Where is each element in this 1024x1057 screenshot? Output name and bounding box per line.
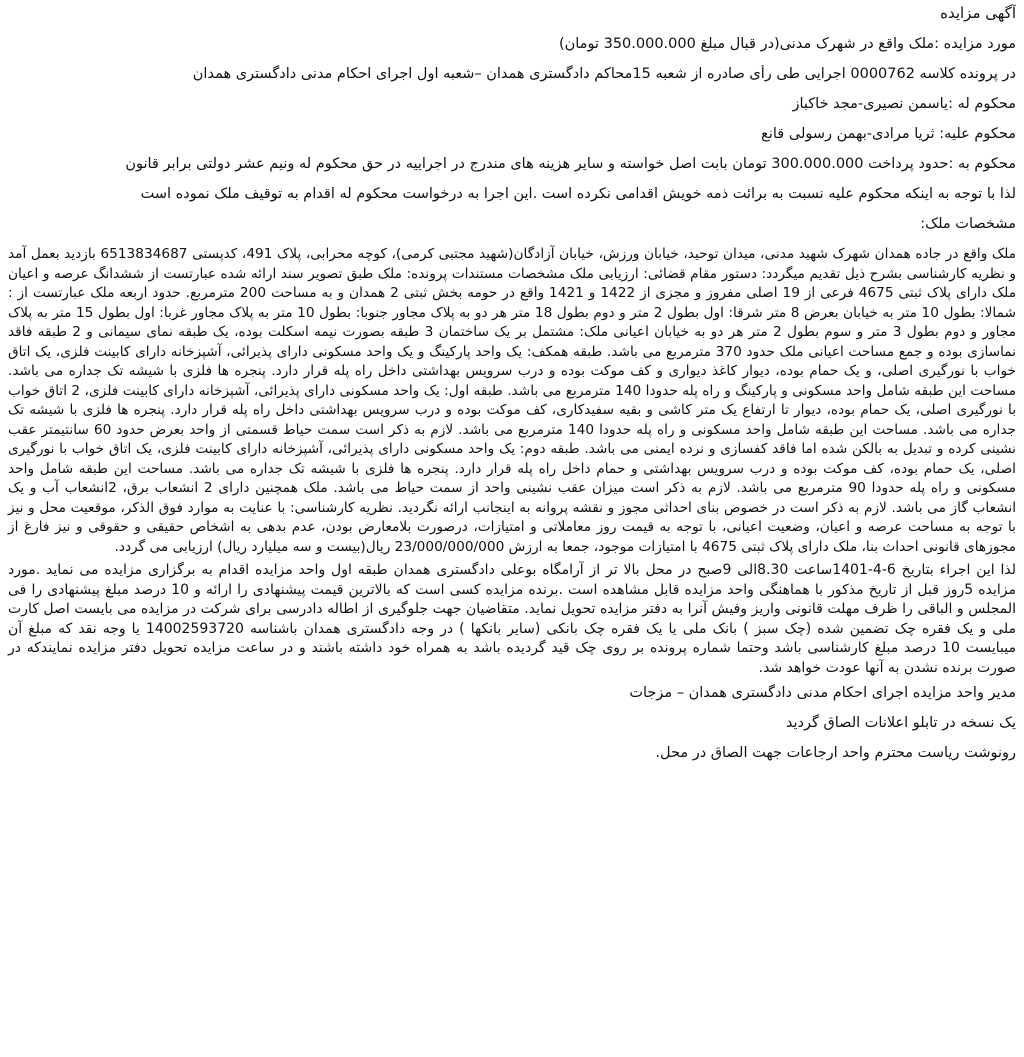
auction-details: لذا این اجراء بتاریخ 6-4-1401ساعت 8.30الی 9صبح در محل بالا تر از آرامگاه بوعلی دادگستری همدان طبقه اول واحد مزایده اقدام به برگزاری مزایده می نماید .مورد مزایده 5روز قبل از تاریخ مذکور با هماهنگی واحد مزایده قابل مشاهده است .برنده مزایده کسی است که بالاترین قیمت پیشنهادی را ارائه و 10 درصد مبلغ پیشنهادی را فی المجلس و الباقی را ظرف مهلت قانونی واریز وفیش آنرا به دفتر مزایده تحویل نماید. متقاضیان جهت جلوگیری از اطاله دادرسی برای شرکت در مزایده می بایست اصل کارت ملی و یک فقره چک تضمین شده (چک سبز ) بانک ملی یا یک فقره چک بانکی (سایر بانکها ) در وجه دادگستری همدان باشناسه 14002593720 یا وجه نقد که مبلغ آن میبایست 10 درصد مبلغ کارشناسی باشد وحتما شماره پرونده بر روی چک قید گردیده باشد به همراه خود داشته باشند و در ساعت مزایده تحویل دفتر مزایده نمایندکه در صورت برنده نشدن به آنها عودت خواهد شد. [8, 562, 1017, 676]
auction-subject: مورد مزایده :ملک واقع در شهرک مدنی(در قبال مبلغ 350.000.000 تومان) [558, 36, 1016, 52]
judgment-debtor: محکوم علیه: ثریا مرادی-بهمن رسولی قانع [761, 126, 1016, 142]
judgment-creditor: محکوم له :یاسمن نصیری-مجد خاکباز [792, 96, 1016, 112]
notice-title: آگهی مزایده [940, 4, 1016, 22]
signature-line: مدیر واحد مزایده اجرای احکام مدنی دادگستری همدان – مزجات [629, 685, 1016, 701]
copy-note: یک نسخه در تابلو اعلانات الصاق گردید [785, 715, 1016, 731]
property-description: ملک واقع در جاده همدان شهرک شهید مدنی، میدان توحید، خیابان ورزش، خیابان آزادگان(شهید مجتبی کرمی)، کوچه محرابی، پلاک 491، کدپستی 6513834687 بازدید بعمل آمد و نظریه کارشناسی بشرح ذیل تقدیم میگردد: دستور مقام قضائی: ارزیابی ملک مشخصات مستندات پرونده: ملک طبق تصویر سند ارائه شده عبارتست از ششدانگ عرصه و اعیان ملک دارای پلاک ثبتی 4675 فرعی از 19 اصلی مفروز و مجزی از 1422 و 1421 واقع در حومه بخش ثبتی 2 همدان و به مساحت 200 مترمربع. حدود اربعه ملک عبارتست از : شمالا: بطول 10 متر به خیابان بعرض 8 متر شرقا: اول بطول 2 متر و دوم بطول 18 متر هر دو به پلاک مجاور جنوبا: بطول 10 متر به پلاک مجاور غربا: اول بطول 15 متر به پلاک مجاور و دوم بطول 3 متر و سوم بطول 2 متر هر دو به خیابان اعیانی ملک: مشتمل بر یک ساختمان 3 طبقه بصورت نیمه اسکلت بوده، یک طبقه نمای سیمانی و 2 طبقه فاقد نماسازی بوده و جمع مساحت اعیانی ملک حدود 370 مترمربع می باشد. طبقه همکف: یک واحد پارکینگ و یک واحد مسکونی دارای پذیرائی، آشپزخانه دارای کابینت فلزی، یک اتاق خواب با نورگیری اصلی، و یک حمام بوده، دیوار کاغذ دیواری و کف موکت بوده و درب سرویس بهداشتی داخل راه پله قرار دارد. پنجره ها فلزی با شیشه تک جداره می باشد. مساحت این طبقه شامل واحد مسکونی و پارکینگ و راه پله حدودا 140 مترمربع می باشد. طبقه اول: یک واحد مسکونی دارای پذیرائی، آشپزخانه دارای کابینت فلزی، 2 اتاق خواب با نورگیری اصلی، یک حمام بوده، دیوار تا ارتفاع یک متر کاشی و بقیه سفیدکاری، کف موکت بوده و درب سرویس بهداشتی داخل راه پله قرار دارد. پنجره ها فلزی با شیشه تک جداره می باشد. مساحت این طبقه شامل واحد مسکونی و راه پله حدودا 140 مترمربع می باشد. لازم به ذکر است سمت حیاط قسمتی از واحد بعرض حدود 60 سانتیمتر عقب نشینی کرده و تبدیل به بالکن شده اما فاقد کفسازی و نرده ایمنی می باشد. طبقه دوم: یک واحد مسکونی دارای پذیرائی، آشپزخانه دارای کابینت فلزی، یک اتاق خواب با نورگیری اصلی، یک حمام بوده، کف موکت بوده و درب سرویس بهداشتی و حمام داخل راه پله قرار دارد. پنجره ها فلزی با شیشه تک جداره می باشد. مساحت این طبقه شامل واحد مسکونی و راه پله حدودا 90 مترمربع می باشد. لازم به ذکر است میزان عقب نشینی واحد از سمت حیاط می باشد. ملک همچنین دارای 2 انشعاب برق، 2انشعاب آب و یک انشعاب گاز می باشد. لازم به ذکر است در خصوص بنای احداثی مجوز و نقشه پروانه به اینجانب ارائه نگردید. نظریه کارشناسی: با عنایت به موارد فوق الذکر، موقعیت محل و نیز با توجه به مساحت عرصه و اعیان، وضعیت اعیانی، با توجه به قیمت روز معاملاتی و امتیازات، درصورت بلامعارض بودن، عدم بدهی به اشخاص حقیقی و حقوقی و نیز فارغ از مجوزهای قانونی احداث بنا، ملک دارای پلاک ثبتی 4675 با امتیازات موجود، جمعا به ارزش 23/000/000/000 ریال(بیست و سه میلیارد ریال) ارزیابی می گردد. [8, 246, 1017, 555]
ruling-amount: محکوم به :حدود پرداخت 300.000.000 تومان بابت اصل خواسته و سایر هزینه های مندرج در اجراییه در حق محکوم له ونیم عشر دولتی برابر قانون [125, 156, 1016, 172]
property-specs-heading: مشخصات ملک: [920, 216, 1016, 232]
case-file-line: در پرونده کلاسه 0000762 اجرایی طی رأی صادره از شعبه 15محاکم دادگستری همدان –شعبه اول اجرای احکام مدنی دادگستری همدان [192, 66, 1016, 82]
cc-note: رونوشت ریاست محترم واحد ارجاعات جهت الصاق در محل. [655, 745, 1016, 761]
seizure-statement: لذا با توجه به اینکه محکوم علیه نسبت به برائت ذمه خویش اقدامی نکرده است .این اجرا به درخواست محکوم له اقدام به توقیف ملک نموده است [140, 186, 1016, 202]
